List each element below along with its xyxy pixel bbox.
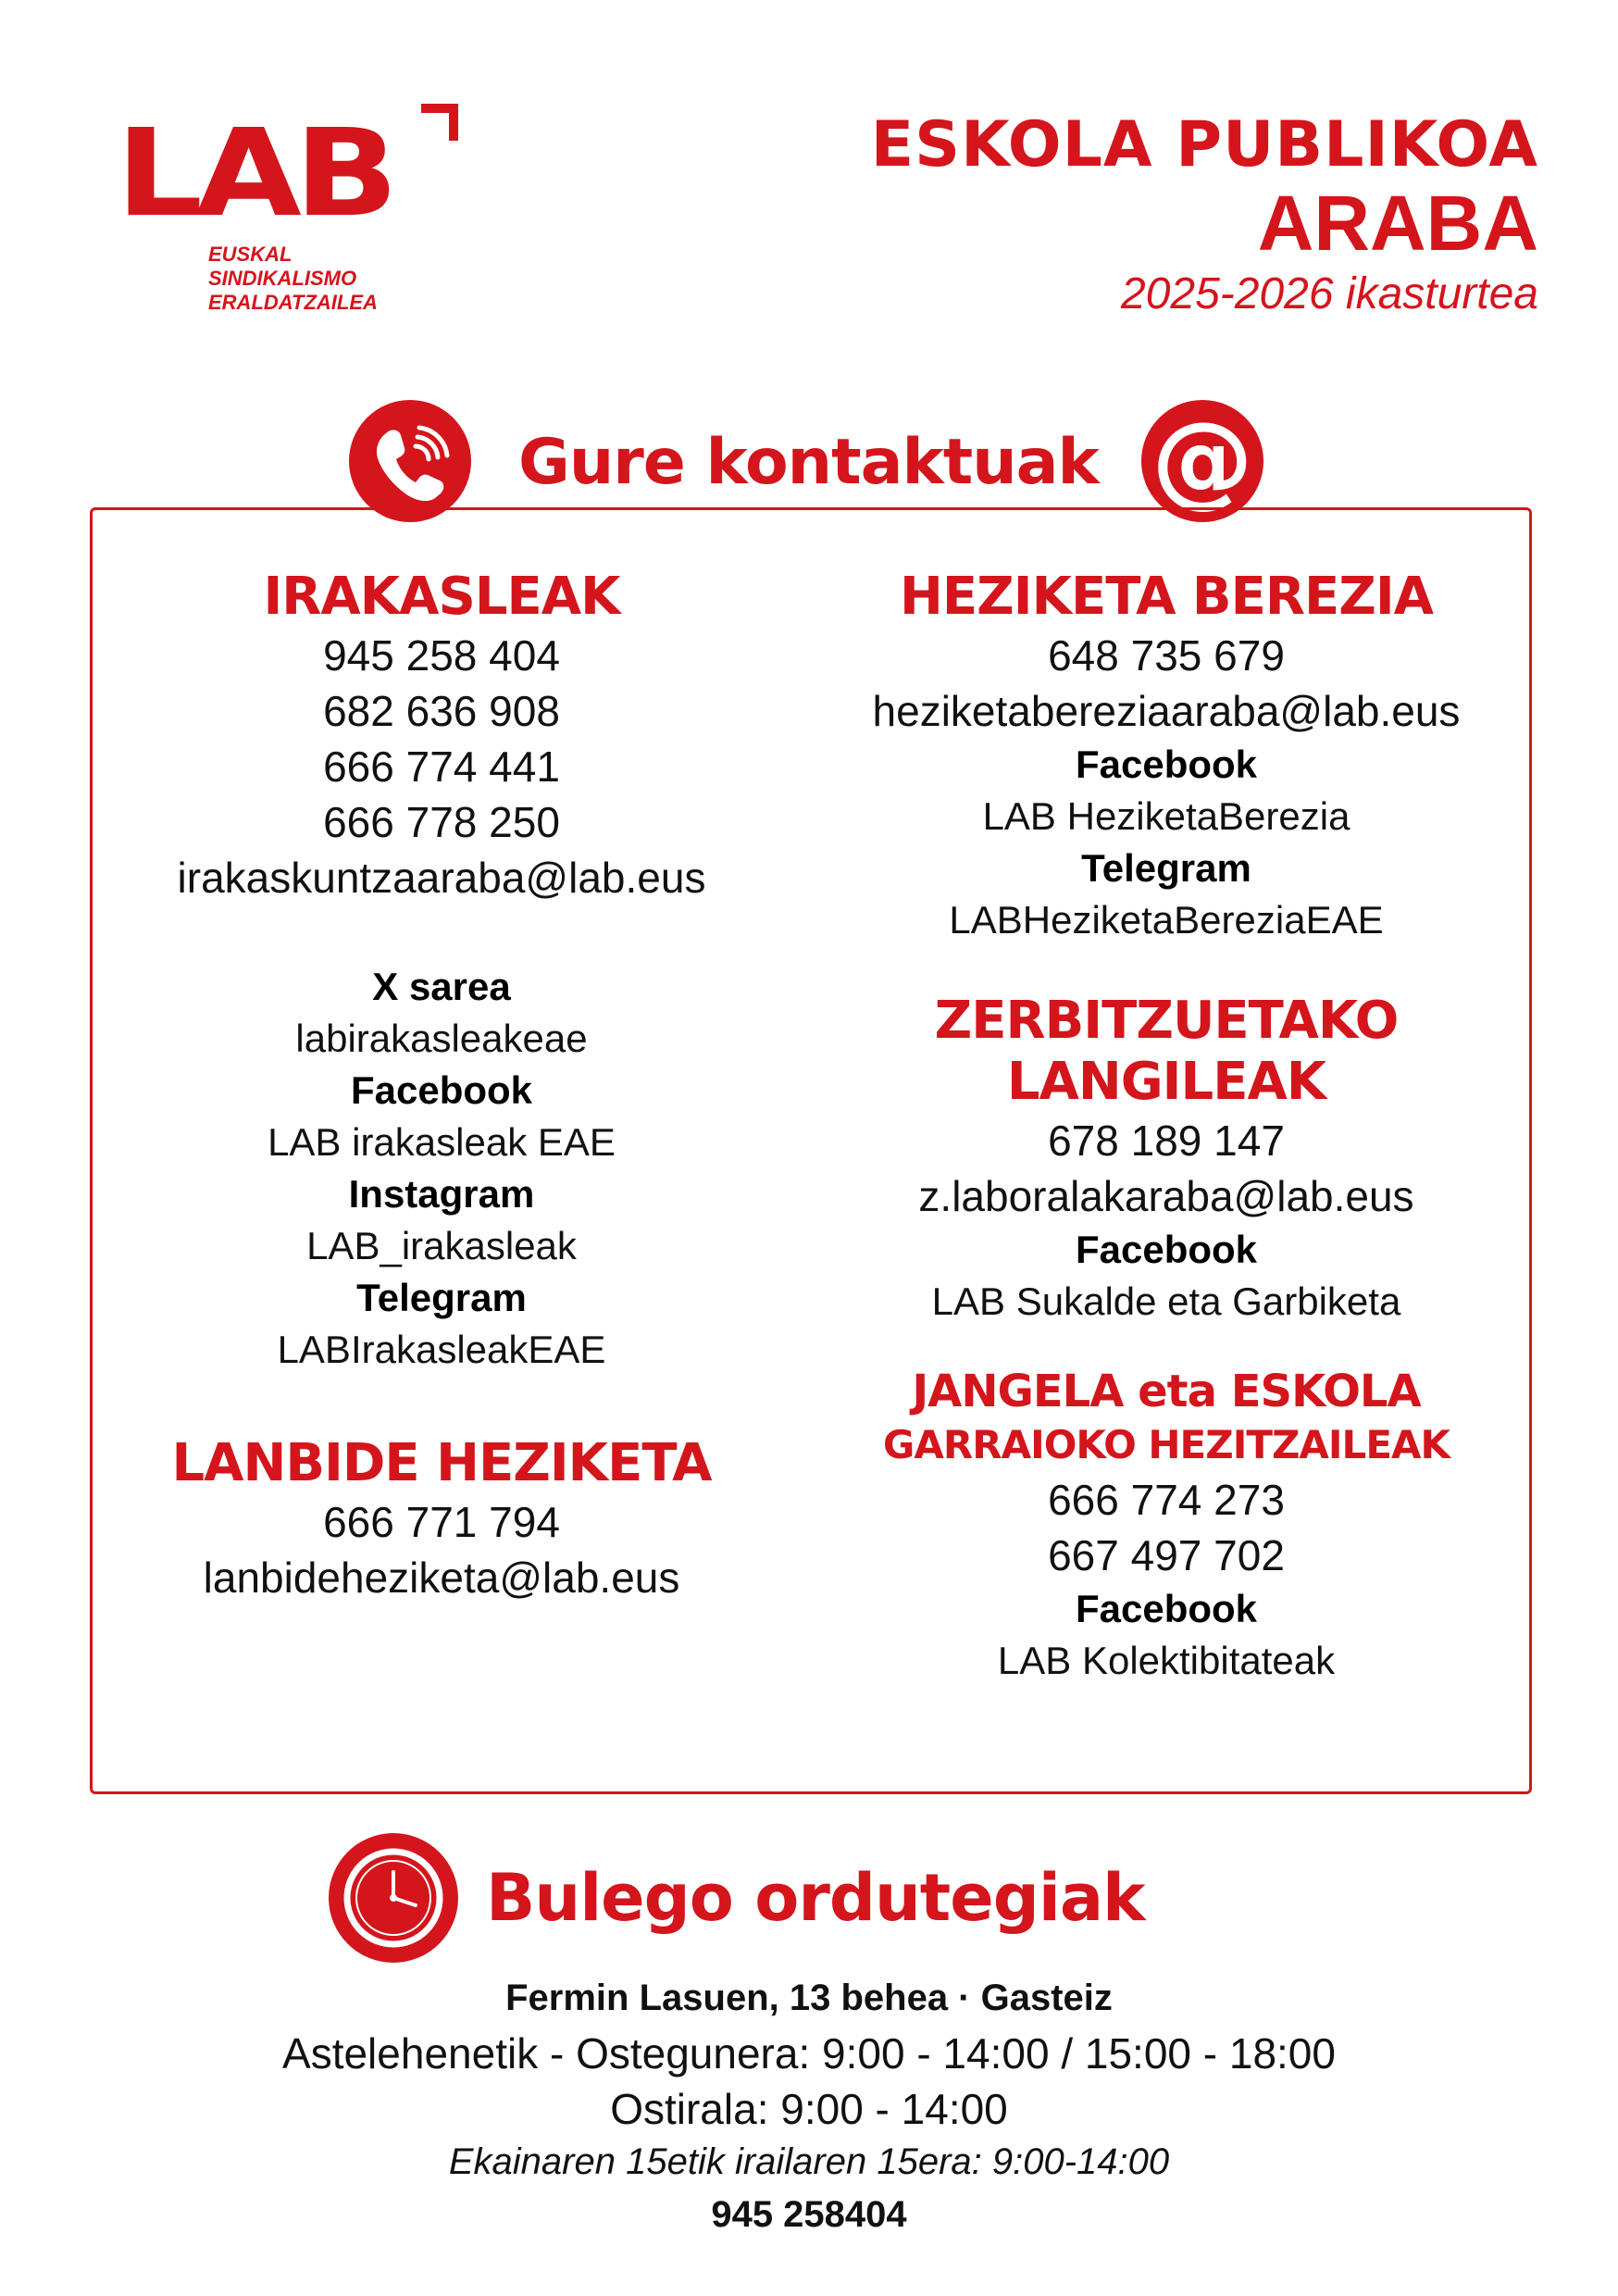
phone-number[interactable]: 945 258 404 — [323, 631, 560, 680]
social-label: X sarea — [372, 965, 511, 1008]
section-title-heziketa-berezia: HEZIKETA BEREZIA — [900, 567, 1433, 627]
social-label: Instagram — [348, 1172, 535, 1216]
office-hours-title: Bulego ordutegiak — [486, 1860, 1145, 1936]
phone-number[interactable]: 678 189 147 — [1048, 1117, 1285, 1165]
social-label: Facebook — [1075, 1587, 1258, 1630]
tagline-line: EUSKAL — [208, 243, 292, 266]
logo-corner-mark — [421, 104, 458, 141]
phone-number[interactable]: 666 778 250 — [323, 798, 560, 846]
social-label: Facebook — [350, 1068, 533, 1112]
section-title-jangela: JANGELA eta ESKOLA — [912, 1366, 1421, 1417]
section-title-garraioko: GARRAIOKO HEZITZAILEAK — [882, 1422, 1450, 1467]
contacts-left-column — [90, 567, 793, 1605]
section-title-langileak: LANGILEAK — [1006, 1052, 1326, 1112]
email-link[interactable]: z.laboralakaraba@lab.eus — [918, 1172, 1414, 1220]
social-handle[interactable]: LABIrakasleakEAE — [277, 1328, 606, 1371]
office-info — [0, 1970, 1618, 2242]
page-header — [871, 109, 1538, 324]
contacts-title: Gure kontaktuak — [518, 426, 1099, 499]
logo-text: LAB — [116, 103, 392, 243]
social-handle[interactable]: LAB_irakasleak — [306, 1224, 577, 1267]
clock-icon — [329, 1833, 458, 1963]
tagline-line: ERALDATZAILEA — [208, 291, 378, 314]
office-hours-summer: Ekainaren 15etik irailaren 15era: 9:00-14:00 — [448, 2141, 1170, 2182]
social-label: Facebook — [1075, 742, 1258, 786]
header-region: ARABA — [1257, 180, 1538, 267]
office-address: Fermin Lasuen, 13 behea · Gasteiz — [505, 1978, 1113, 2018]
social-handle[interactable]: LAB HeziketaBerezia — [982, 794, 1350, 838]
phone-number[interactable]: 667 497 702 — [1048, 1531, 1285, 1579]
header-title: ESKOLA PUBLIKOA — [870, 108, 1538, 181]
email-link[interactable]: heziketabereziaaraba@lab.eus — [872, 687, 1461, 735]
social-label: Telegram — [1081, 846, 1251, 890]
phone-number[interactable]: 648 735 679 — [1048, 631, 1285, 680]
office-hours-weekdays: Astelehenetik - Ostegunera: 9:00 - 14:00 / 15:00 - 18:00 — [282, 2029, 1336, 2078]
phone-number[interactable]: 666 774 441 — [323, 742, 560, 791]
social-handle[interactable]: LAB irakasleak EAE — [268, 1120, 616, 1164]
social-label: Telegram — [356, 1276, 527, 1319]
logo-tagline — [208, 243, 378, 315]
office-phone[interactable]: 945 258404 — [711, 2194, 907, 2235]
social-label: Facebook — [1075, 1228, 1258, 1271]
section-title-zerbitzuetako: ZERBITZUETAKO — [934, 991, 1399, 1051]
contacts-right-column — [807, 567, 1525, 1687]
email-link[interactable]: irakaskuntzaaraba@lab.eus — [177, 854, 706, 902]
phone-icon — [349, 400, 471, 522]
at-icon: @ — [1141, 400, 1263, 522]
header-year: 2025-2026 ikasturtea — [1121, 269, 1538, 318]
social-handle[interactable]: labirakasleakeae — [295, 1017, 588, 1060]
office-hours-friday: Ostirala: 9:00 - 14:00 — [610, 2085, 1008, 2133]
social-handle[interactable]: LAB Sukalde eta Garbiketa — [931, 1279, 1401, 1323]
phone-number[interactable]: 666 771 794 — [323, 1498, 560, 1546]
phone-number[interactable]: 666 774 273 — [1048, 1476, 1285, 1524]
tagline-line: SINDIKALISMO — [208, 267, 357, 290]
section-title-irakasleak: IRAKASLEAK — [263, 567, 620, 627]
social-handle[interactable]: LAB Kolektibitateak — [997, 1639, 1336, 1682]
social-handle[interactable]: LABHeziketaBereziaEAE — [949, 898, 1384, 942]
phone-number[interactable]: 682 636 908 — [323, 687, 560, 735]
email-link[interactable]: lanbideheziketa@lab.eus — [203, 1554, 680, 1602]
section-title-lanbide: LANBIDE HEZIKETA — [171, 1433, 712, 1493]
lab-logo — [116, 104, 458, 326]
